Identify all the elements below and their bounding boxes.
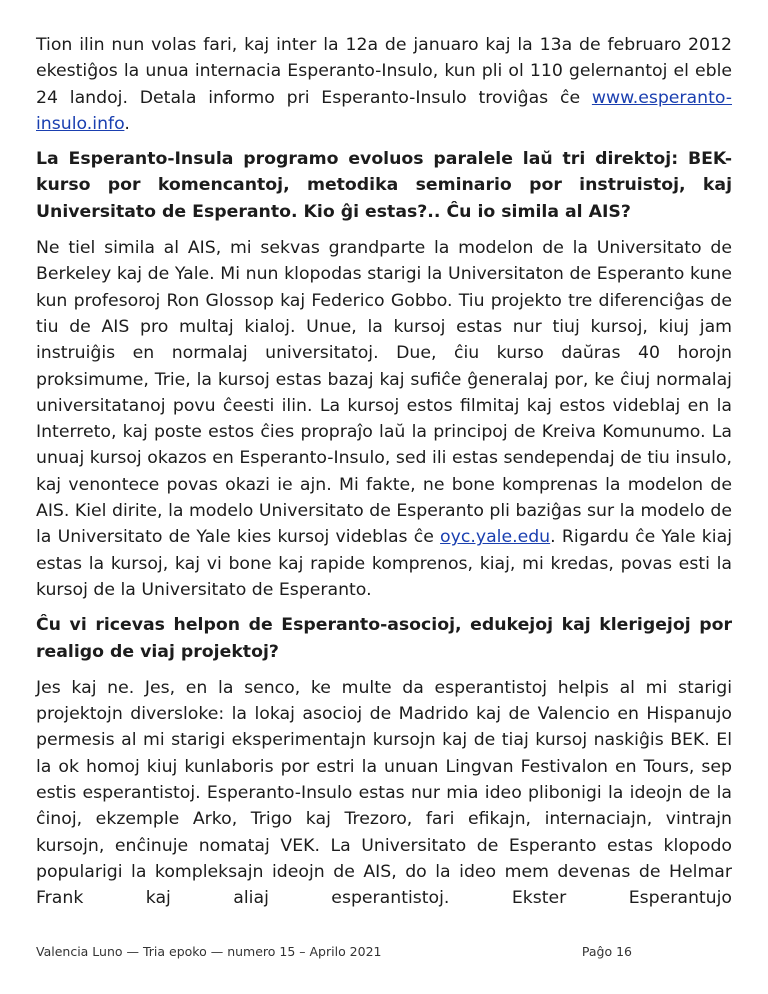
- yale-link[interactable]: oyc.yale.edu: [440, 527, 551, 548]
- footer-publication: Valencia Luno — Tria epoko — numero 15 – Aprilo 2021: [36, 944, 382, 959]
- intro-text: Tion ilin nun volas fari, kaj inter la 12a de januaro kaj la 13a de februaro 2012 ekestiĝos la unua internacia Esperanto-Insulo, kun pli ol 110 gelernantoj el eble 24 landoj. Detala informo pri Esperanto-Insulo troviĝas ĉe: [36, 35, 732, 108]
- answer-1-text: Ne tiel simila al AIS, mi sekvas grandparte la modelon de la Universitato de Berkeley kaj de Yale. Mi nun klopodas starigi la Universitaton de Esperanto kune kun profesoroj Ron Glossop kaj Federico Gobbo. Tiu projekto tre diferenciĝas de tiu de AIS pro multaj kialoj. Unue, la kursoj estas nur tiuj kursoj, kiuj jam instruiĝis en normalaj universitatoj. Due, ĉiu kurso daŭras 40 horojn proksimume, Trie, la kursoj estas bazaj kaj sufiĉe ĝeneralaj por, ke ĉiuj normalaj universitatanoj povu ĉeesti ilin. La kursoj estos filmitaj kaj estos videblaj en la Interreto, kaj poste estos ĉies propraĵo laŭ la principoj de Kreiva Komunumo. La unuaj kursoj okazos en Esperanto-Insulo, sed ili estas sendependaj de tiu insulo, kaj venontece povas okazi ie ajn. Mi fakte, ne bone komprenas la modelon de AIS. Kiel dirite, la modelo Universitato de Esperanto pli baziĝas sur la modelo de la Universitato de Yale kies kursoj videblas ĉe: [36, 238, 732, 548]
- intro-text-end: .: [124, 113, 130, 134]
- answer-2-paragraph: Jes kaj ne. Jes, en la senco, ke multe da esperantistoj helpis al mi starigi projektojn diversloke: la lokaj asocioj de Madrido kaj de Valencio en Hispanujo permesis al mi starigi eksperimentajn kursojn kaj de tiaj kursoj naskiĝis BEK. El la ok homoj kiuj kunlaboris por estri la unuan Lingvan Festivalon en Tours, sep estis esperantistoj. Esperanto-Insulo estas nur mia ideo plibonigi la ideojn de la ĉinoj, ekzemple Arko, Trigo kaj Trezoro, fari efikajn, internaciajn, vintrajn kursojn, enĉinuje nomataj VEK. La Universitato de Esperanto estas klopodo popularigi la kompleksajn ideojn de AIS, do la ideo mem devenas de Helmar Frank kaj aliaj esperantistoj. Ekster Esperantujo: [36, 677, 732, 909]
- question-2: Ĉu vi ricevas helpon de Esperanto-asocioj, edukejoj kaj klerigejoj por realigo de viaj projektoj?: [36, 615, 732, 662]
- answer-1-text-end: . Rigardu ĉe Yale kiaj estas la kursoj, kaj vi bone kaj rapide komprenos, kiaj, mi kredas, povas esti la kursoj de la Universitato de Esperanto.: [36, 527, 732, 600]
- intro-paragraph: [36, 32, 732, 137]
- article-page: [36, 32, 732, 912]
- question-1: La Esperanto-Insula programo evoluos paralele laŭ tri direktoj: BEK-kurso por komencantoj, metodika seminario por instruistoj, kaj Universitato de Esperanto. Kio ĝi estas?.. Ĉu io simila al AIS?: [36, 149, 732, 222]
- footer-page-number: Paĝo 16: [581, 944, 632, 959]
- page-footer: [36, 944, 632, 959]
- answer-1-paragraph: [36, 235, 732, 603]
- esperanto-insulo-link[interactable]: www.esperanto-insulo.info: [36, 87, 732, 134]
